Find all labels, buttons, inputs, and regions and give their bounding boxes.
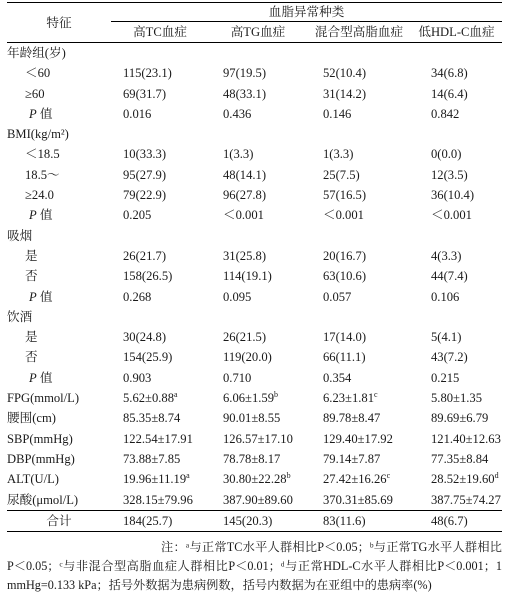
cell-value: 31(14.2) (323, 86, 367, 101)
section-label: 年龄组(岁) (7, 46, 66, 60)
cell-value: 5(4.1) (431, 330, 462, 345)
cell-value: 0.205 (123, 208, 152, 223)
cell-value: 20(16.7) (323, 248, 367, 263)
table-row (7, 104, 502, 124)
cell-value: 63(10.6) (323, 269, 367, 284)
column-header-tc: 高TC血症 (133, 25, 187, 39)
row-label: 尿酸(μmol/L) (7, 492, 79, 507)
section-row (7, 226, 502, 246)
cell-value: 52(10.4) (323, 66, 367, 81)
cell-value: 66(11.1) (323, 350, 366, 365)
cell-value: 121.40±12.63 (431, 431, 501, 446)
table-cell (307, 63, 411, 83)
table-cell (411, 266, 502, 286)
table-cell (111, 408, 209, 428)
table-cell (209, 449, 307, 469)
column-header-tg: 高TG血症 (230, 25, 286, 39)
cell-value: 126.57±17.10 (223, 431, 293, 446)
section-row (7, 307, 502, 327)
prevalence-table (7, 2, 502, 532)
cell-value: 0(0.0) (431, 147, 462, 162)
total-cell: 184(25.7) (111, 510, 209, 531)
section-row (7, 124, 502, 144)
cell-value: 119(20.0) (223, 350, 272, 365)
table-cell (209, 469, 307, 489)
row-label: 18.5～ (25, 167, 60, 182)
p-symbol: P (29, 370, 37, 385)
cell-value: 1(3.3) (323, 147, 354, 162)
cell-value: 89.69±6.79 (431, 411, 489, 426)
total-label: 合计 (7, 510, 111, 531)
p-value-label (7, 368, 111, 388)
table-body (7, 43, 502, 511)
table-cell (307, 185, 411, 205)
table-cell (209, 429, 307, 449)
row-label: 否 (25, 269, 38, 284)
cell-value: 14(6.4) (431, 86, 468, 101)
row-label: DBP(mmHg) (7, 451, 75, 466)
cell-value: 85.35±8.74 (123, 411, 181, 426)
cell-value: 0.095 (223, 289, 252, 304)
document-page (7, 2, 502, 595)
table-cell (111, 429, 209, 449)
table-cell (111, 84, 209, 104)
table-cell (307, 429, 411, 449)
cell-value: 26(21.7) (123, 248, 167, 263)
cell-value: 34(6.8) (431, 66, 468, 81)
cell-value: 30.80±22.28 (223, 472, 287, 487)
total-cell: 145(20.3) (209, 510, 307, 531)
cell-value: 97(19.5) (223, 66, 267, 81)
cell-value: 19.96±11.19 (123, 472, 187, 487)
table-cell (307, 368, 411, 388)
cell-value: 387.75±74.27 (431, 492, 501, 507)
table-cell (209, 266, 307, 286)
table-cell (307, 165, 411, 185)
cell-value: 89.78±8.47 (323, 411, 381, 426)
cell-value: 0.710 (223, 370, 252, 385)
cell-value: 17(14.0) (323, 330, 367, 345)
significance-marker: b (286, 471, 291, 481)
significance-marker: a (174, 389, 178, 399)
table-cell (111, 165, 209, 185)
table-cell (307, 449, 411, 469)
table-row (7, 490, 502, 511)
table-cell (209, 165, 307, 185)
cell-value: 77.35±8.84 (431, 451, 489, 466)
total-cell: 48(6.7) (411, 510, 502, 531)
table-cell (411, 368, 502, 388)
cell-value: 25(7.5) (323, 167, 360, 182)
table-cell (209, 63, 307, 83)
cell-value: 12(3.5) (431, 167, 468, 182)
table-cell (209, 185, 307, 205)
p-suffix: 值 (36, 370, 53, 385)
cell-value: 5.80±1.35 (431, 391, 482, 406)
p-value-label (7, 205, 111, 225)
cell-value: 0.354 (323, 370, 352, 385)
section-label: 吸烟 (7, 228, 33, 243)
cell-value: 44(7.4) (431, 269, 468, 284)
cell-value: 6.23±1.81 (323, 391, 374, 406)
row-label: ＜60 (25, 66, 51, 81)
table-cell (411, 205, 502, 225)
table-cell (111, 246, 209, 266)
cell-value: 0.146 (323, 106, 352, 121)
table-row (7, 266, 502, 286)
table-cell (411, 429, 502, 449)
table-row (7, 84, 502, 104)
cell-value: 114(19.1) (223, 269, 272, 284)
cell-value: 73.88±7.85 (123, 451, 181, 466)
table-cell (307, 327, 411, 347)
cell-value: ＜0.001 (431, 208, 472, 223)
table-row (7, 368, 502, 388)
significance-marker: a (186, 471, 190, 481)
section-row (7, 43, 502, 64)
table-cell (307, 144, 411, 164)
cell-value: 0.215 (431, 370, 460, 385)
cell-value: 78.78±8.17 (223, 451, 281, 466)
table-row (7, 469, 502, 489)
cell-value: 154(25.9) (123, 350, 173, 365)
table-cell (111, 104, 209, 124)
cell-value: 48(33.1) (223, 86, 267, 101)
cell-value: 122.54±17.91 (123, 431, 193, 446)
row-label: 否 (25, 350, 38, 365)
row-label: ＜18.5 (25, 147, 60, 162)
table-row (7, 185, 502, 205)
cell-value: 129.40±17.92 (323, 431, 393, 446)
table-cell (111, 490, 209, 511)
table-footnote (7, 538, 502, 595)
cell-value: 90.01±8.55 (223, 411, 281, 426)
table-cell (307, 104, 411, 124)
table-cell (111, 266, 209, 286)
cell-value: 6.06±1.59 (223, 391, 274, 406)
table-cell (111, 205, 209, 225)
cell-value: 0.903 (123, 370, 152, 385)
table-cell (411, 327, 502, 347)
table-cell (209, 104, 307, 124)
cell-value: 28.52±19.60 (431, 472, 495, 487)
p-symbol: P (29, 208, 37, 223)
table-cell (411, 469, 502, 489)
table-cell (307, 205, 411, 225)
table-cell (307, 490, 411, 511)
table-cell (209, 368, 307, 388)
p-suffix: 值 (36, 208, 53, 223)
cell-value: 30(24.8) (123, 330, 167, 345)
cell-value: 57(16.5) (323, 188, 367, 203)
table-cell (209, 490, 307, 511)
table-cell (111, 368, 209, 388)
table-cell (111, 469, 209, 489)
cell-value: 387.90±89.60 (223, 492, 293, 507)
cell-value: 36(10.4) (431, 188, 475, 203)
table-cell (411, 490, 502, 511)
table-cell (411, 388, 502, 408)
cell-value: 5.62±0.88 (123, 391, 174, 406)
table-cell (411, 408, 502, 428)
table-cell (307, 347, 411, 367)
cell-value: 96(27.8) (223, 188, 267, 203)
p-symbol: P (29, 289, 37, 304)
table-row (7, 327, 502, 347)
p-suffix: 值 (36, 289, 53, 304)
table-cell (111, 144, 209, 164)
table-cell (411, 246, 502, 266)
table-row (7, 429, 502, 449)
column-header-hdl: 低HDL-C血症 (418, 25, 495, 39)
table-cell (111, 449, 209, 469)
cell-value: 115(23.1) (123, 66, 172, 81)
cell-value: 4(3.3) (431, 248, 462, 263)
row-label: ≥24.0 (25, 188, 54, 203)
total-row (7, 510, 502, 531)
table-row (7, 449, 502, 469)
table-cell (111, 388, 209, 408)
table-cell (411, 347, 502, 367)
table-cell (307, 84, 411, 104)
section-label: 饮酒 (7, 309, 33, 324)
table-cell (307, 266, 411, 286)
table-cell (111, 327, 209, 347)
table-cell (209, 205, 307, 225)
table-cell (411, 104, 502, 124)
cell-value: 0.106 (431, 289, 460, 304)
table-cell (111, 63, 209, 83)
row-label: SBP(mmHg) (7, 431, 73, 446)
table-row (7, 287, 502, 307)
row-label: ALT(U/L) (7, 472, 59, 487)
table-row (7, 347, 502, 367)
cell-value: 27.42±16.26 (323, 472, 387, 487)
table-cell (209, 84, 307, 104)
cell-value: 1(3.3) (223, 147, 254, 162)
table-cell (411, 144, 502, 164)
table-cell (209, 287, 307, 307)
table-cell (411, 165, 502, 185)
cell-value: ＜0.001 (223, 208, 264, 223)
cell-value: 69(31.7) (123, 86, 167, 101)
cell-value: 26(21.5) (223, 330, 267, 345)
table-row (7, 408, 502, 428)
cell-value: 79(22.9) (123, 188, 167, 203)
table-cell (111, 185, 209, 205)
cell-value: 0.016 (123, 106, 152, 121)
row-label: 腰围(cm) (7, 411, 56, 426)
cell-value: ＜0.001 (323, 208, 364, 223)
row-label: FPG(mmol/L) (7, 391, 80, 406)
table-row (7, 144, 502, 164)
group-column-header: 血脂异常种类 (111, 3, 502, 22)
table-row (7, 205, 502, 225)
cell-value: 0.268 (123, 289, 152, 304)
cell-value: 0.842 (431, 106, 460, 121)
row-label: ≥60 (25, 86, 45, 101)
cell-value: 31(25.8) (223, 248, 267, 263)
p-symbol: P (29, 106, 37, 121)
cell-value: 48(14.1) (223, 167, 267, 182)
cell-value: 370.31±85.69 (323, 492, 393, 507)
significance-marker: d (494, 471, 499, 481)
cell-value: 158(26.5) (123, 269, 173, 284)
table-row (7, 246, 502, 266)
table-row (7, 388, 502, 408)
table-cell (411, 84, 502, 104)
table-cell (307, 469, 411, 489)
cell-value: 328.15±79.96 (123, 492, 193, 507)
table-cell (411, 287, 502, 307)
table-cell (111, 287, 209, 307)
table-cell (209, 347, 307, 367)
total-cell: 83(11.6) (307, 510, 411, 531)
footnote-text: 注：ᵃ与正常TC水平人群相比P＜0.05；ᵇ与正常TG水平人群相比P＜0.05；ᶜ与非混合型高脂血症人群相比P＜0.01；ᵈ与正常HDL-C水平人群相比P＜0.001；1 mmHg=0.133 kPa；括号外数据为患病例数，括号内数据为在亚组中的患病率(%) (7, 540, 502, 593)
cell-value: 79.14±7.87 (323, 451, 381, 466)
table-cell (209, 144, 307, 164)
table-cell (307, 246, 411, 266)
table-cell (307, 388, 411, 408)
cell-value: 95(27.9) (123, 167, 167, 182)
cell-value: 0.057 (323, 289, 352, 304)
table-row (7, 165, 502, 185)
significance-marker: c (374, 389, 378, 399)
table-row (7, 63, 502, 83)
p-suffix: 值 (36, 106, 53, 121)
table-cell (411, 63, 502, 83)
significance-marker: b (274, 389, 278, 399)
table-cell (209, 246, 307, 266)
header-row-group (7, 3, 502, 22)
cell-value: 0.436 (223, 106, 252, 121)
table-cell (307, 287, 411, 307)
table-cell (411, 449, 502, 469)
significance-marker: c (386, 471, 391, 481)
row-label: 是 (25, 248, 38, 263)
table-cell (209, 408, 307, 428)
row-label: 是 (25, 330, 38, 345)
p-value-label (7, 287, 111, 307)
cell-value: 43(7.2) (431, 350, 468, 365)
table-cell (411, 185, 502, 205)
table-cell (307, 408, 411, 428)
cell-value: 10(33.3) (123, 147, 167, 162)
section-label: BMI(kg/m²) (7, 127, 69, 142)
column-header-mixed: 混合型高脂血症 (314, 25, 404, 39)
feature-column-header: 特征 (7, 3, 111, 43)
p-value-label (7, 104, 111, 124)
table-cell (209, 327, 307, 347)
table-cell (209, 388, 307, 408)
table-cell (111, 347, 209, 367)
